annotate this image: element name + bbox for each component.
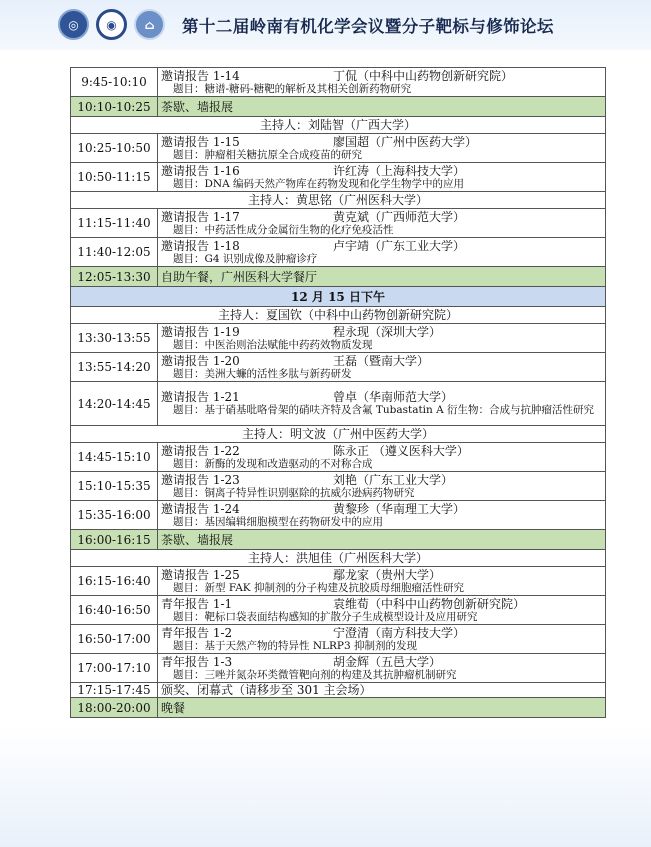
time-cell: 9:45-10:10 bbox=[71, 68, 158, 97]
talk-cell bbox=[158, 654, 606, 683]
talk-label: 邀请报告 1-20 bbox=[161, 353, 240, 368]
time-cell: 12:05-13:30 bbox=[71, 267, 158, 287]
time-cell: 16:00-16:15 bbox=[71, 530, 158, 550]
time-cell: 10:25-10:50 bbox=[71, 134, 158, 163]
talk-label: 邀请报告 1-22 bbox=[161, 443, 240, 458]
session-host: 主持人：明文波（广州中医药大学） bbox=[71, 426, 606, 443]
talk-topic: 题目：肿瘤相关糖抗原全合成疫苗的研究 bbox=[173, 148, 362, 161]
talk-topic: 题目：G4 识别成像及肿瘤诊疗 bbox=[173, 252, 318, 265]
schedule-row-break bbox=[71, 267, 606, 287]
talk-label: 邀请报告 1-23 bbox=[161, 472, 240, 487]
session-note: 颁奖、闭幕式（请移步至 301 主会场） bbox=[158, 683, 606, 698]
schedule-row-talk bbox=[71, 472, 606, 501]
speaker: 廖国超（广州中医药大学） bbox=[333, 134, 478, 149]
talk-topic: 题目：基于天然产物的特异性 NLRP3 抑制剂的发现 bbox=[173, 639, 417, 652]
talk-label: 邀请报告 1-14 bbox=[161, 68, 240, 83]
schedule-table bbox=[70, 67, 606, 718]
talk-topic: 题目：新酶的发现和改造驱动的不对称合成 bbox=[173, 457, 373, 470]
schedule-row-break bbox=[71, 97, 606, 117]
university-logo-icon: ◎ bbox=[58, 9, 89, 40]
schedule-row-talk bbox=[71, 209, 606, 238]
talk-label: 青年报告 1-2 bbox=[161, 625, 233, 640]
schedule-row-break bbox=[71, 698, 606, 718]
time-cell: 16:40-16:50 bbox=[71, 596, 158, 625]
talk-cell bbox=[158, 596, 606, 625]
schedule-row-talk bbox=[71, 382, 606, 426]
talk-topic: 题目：中医治则治法赋能中药药效物质发现 bbox=[173, 338, 373, 351]
speaker: 许红涛（上海科技大学） bbox=[333, 163, 466, 178]
speaker: 丁侃（中科中山药物创新研究院） bbox=[333, 68, 514, 83]
talk-cell bbox=[158, 353, 606, 382]
session-note: 自助午餐，广州医科大学餐厅 bbox=[158, 267, 606, 287]
talk-cell bbox=[158, 382, 606, 426]
talk-cell bbox=[158, 163, 606, 192]
talk-topic: 题目：美洲大蠊的活性多肽与新药研发 bbox=[173, 367, 352, 380]
speaker: 曾卓（华南师范大学） bbox=[333, 390, 454, 404]
talk-topic: 题目：铜离子特异性识别驱除的抗威尔逊病药物研究 bbox=[173, 486, 415, 499]
schedule-row-talk bbox=[71, 625, 606, 654]
schedule-row-talk bbox=[71, 567, 606, 596]
time-cell: 17:15-17:45 bbox=[71, 683, 158, 698]
time-cell: 10:10-10:25 bbox=[71, 97, 158, 117]
schedule-row-talk bbox=[71, 163, 606, 192]
speaker: 卢宇靖（广东工业大学） bbox=[333, 238, 466, 253]
day-header: 12 月 15 日下午 bbox=[71, 287, 606, 307]
time-cell: 13:30-13:55 bbox=[71, 324, 158, 353]
talk-label: 邀请报告 1-25 bbox=[161, 567, 240, 582]
talk-cell bbox=[158, 443, 606, 472]
schedule-row-talk bbox=[71, 238, 606, 267]
schedule-row-break bbox=[71, 530, 606, 550]
time-cell: 16:50-17:00 bbox=[71, 625, 158, 654]
talk-label: 邀请报告 1-19 bbox=[161, 324, 240, 339]
session-host: 主持人：夏国钦（中科中山药物创新研究院） bbox=[71, 307, 606, 324]
speaker: 袁维荀（中科中山药物创新研究院） bbox=[333, 596, 526, 611]
time-cell: 16:15-16:40 bbox=[71, 567, 158, 596]
conference-title: 第十二届岭南有机化学会议暨分子靶标与修饰论坛 bbox=[182, 17, 554, 36]
talk-label: 青年报告 1-3 bbox=[161, 654, 233, 669]
schedule-row-talk bbox=[71, 596, 606, 625]
talk-cell bbox=[158, 472, 606, 501]
time-cell: 10:50-11:15 bbox=[71, 163, 158, 192]
institute-logo-icon: ⌂ bbox=[134, 9, 165, 40]
talk-topic: 题目：中药活性成分金属衍生物的化疗免疫活性 bbox=[173, 223, 394, 236]
schedule-row-host bbox=[71, 426, 606, 443]
header-banner bbox=[0, 0, 651, 50]
talk-cell bbox=[158, 625, 606, 654]
session-note: 茶歇、墙报展 bbox=[158, 97, 606, 117]
speaker: 胡金辉（五邑大学） bbox=[333, 654, 442, 669]
speaker: 黄克斌（广西师范大学） bbox=[333, 209, 466, 224]
schedule-row-talk bbox=[71, 324, 606, 353]
society-logo-icon: ◉ bbox=[96, 9, 127, 40]
schedule-row-talk bbox=[71, 68, 606, 97]
talk-cell bbox=[158, 238, 606, 267]
time-cell: 17:00-17:10 bbox=[71, 654, 158, 683]
schedule-row-host bbox=[71, 307, 606, 324]
schedule-row-talk bbox=[71, 501, 606, 530]
talk-cell bbox=[158, 324, 606, 353]
talk-label: 邀请报告 1-21 bbox=[161, 390, 240, 404]
time-cell: 14:45-15:10 bbox=[71, 443, 158, 472]
talk-label: 邀请报告 1-24 bbox=[161, 501, 240, 516]
talk-topic: 题目：基于硝基吡咯骨架的硝呋齐特及含氟 Tubastatin A 衍生物：合成与抗肿瘤活性研究 bbox=[173, 404, 595, 416]
speaker: 鄢龙家（贵州大学） bbox=[333, 567, 442, 582]
talk-cell bbox=[158, 68, 606, 97]
speaker: 王磊（暨南大学） bbox=[333, 353, 430, 368]
talk-label: 青年报告 1-1 bbox=[161, 596, 233, 611]
talk-cell bbox=[158, 134, 606, 163]
schedule-row-talk bbox=[71, 353, 606, 382]
time-cell: 15:35-16:00 bbox=[71, 501, 158, 530]
time-cell: 18:00-20:00 bbox=[71, 698, 158, 718]
session-note: 茶歇、墙报展 bbox=[158, 530, 606, 550]
speaker: 陈永正 （遵义医科大学） bbox=[333, 443, 469, 458]
background-decoration bbox=[0, 727, 651, 847]
time-cell: 11:40-12:05 bbox=[71, 238, 158, 267]
schedule-row-talk bbox=[71, 443, 606, 472]
talk-label: 邀请报告 1-16 bbox=[161, 163, 240, 178]
talk-topic: 题目：DNA 编码天然产物库在药物发现和化学生物学中的应用 bbox=[173, 177, 465, 190]
time-cell: 14:20-14:45 bbox=[71, 382, 158, 426]
schedule-row-talk bbox=[71, 134, 606, 163]
time-cell: 13:55-14:20 bbox=[71, 353, 158, 382]
time-cell: 15:10-15:35 bbox=[71, 472, 158, 501]
session-host: 主持人：刘陆智（广西大学） bbox=[71, 117, 606, 134]
speaker: 刘艳（广东工业大学） bbox=[333, 472, 454, 487]
talk-cell bbox=[158, 209, 606, 238]
talk-label: 邀请报告 1-15 bbox=[161, 134, 240, 149]
talk-topic: 题目：靶标口袋表面结构感知的扩散分子生成模型设计及应用研究 bbox=[173, 610, 478, 623]
speaker: 宁澄清（南方科技大学） bbox=[333, 625, 466, 640]
schedule-row-host bbox=[71, 550, 606, 567]
talk-topic: 题目：糖谱-糖码-糖靶的解析及其相关创新药物研究 bbox=[173, 82, 412, 95]
talk-cell bbox=[158, 567, 606, 596]
session-host: 主持人：洪旭佳（广州医科大学） bbox=[71, 550, 606, 567]
time-cell: 11:15-11:40 bbox=[71, 209, 158, 238]
talk-label: 邀请报告 1-17 bbox=[161, 209, 240, 224]
schedule-row-day bbox=[71, 287, 606, 307]
talk-topic: 题目：三唑并氮杂环类微管靶向剂的构建及其抗肿瘤机制研究 bbox=[173, 668, 457, 681]
schedule-row-host bbox=[71, 192, 606, 209]
schedule-row-plain bbox=[71, 683, 606, 698]
speaker: 程永现（深圳大学） bbox=[333, 324, 442, 339]
schedule-row-talk bbox=[71, 654, 606, 683]
speaker: 黄黎珍（华南理工大学） bbox=[333, 501, 466, 516]
session-note: 晚餐 bbox=[158, 698, 606, 718]
talk-topic: 题目：新型 FAK 抑制剂的分子构建及抗胶质母细胞瘤活性研究 bbox=[173, 581, 464, 594]
talk-label: 邀请报告 1-18 bbox=[161, 238, 240, 253]
session-host: 主持人：黄思铭（广州医科大学） bbox=[71, 192, 606, 209]
talk-cell bbox=[158, 501, 606, 530]
schedule-row-host bbox=[71, 117, 606, 134]
talk-topic: 题目：基因编辑细胞模型在药物研发中的应用 bbox=[173, 515, 383, 528]
